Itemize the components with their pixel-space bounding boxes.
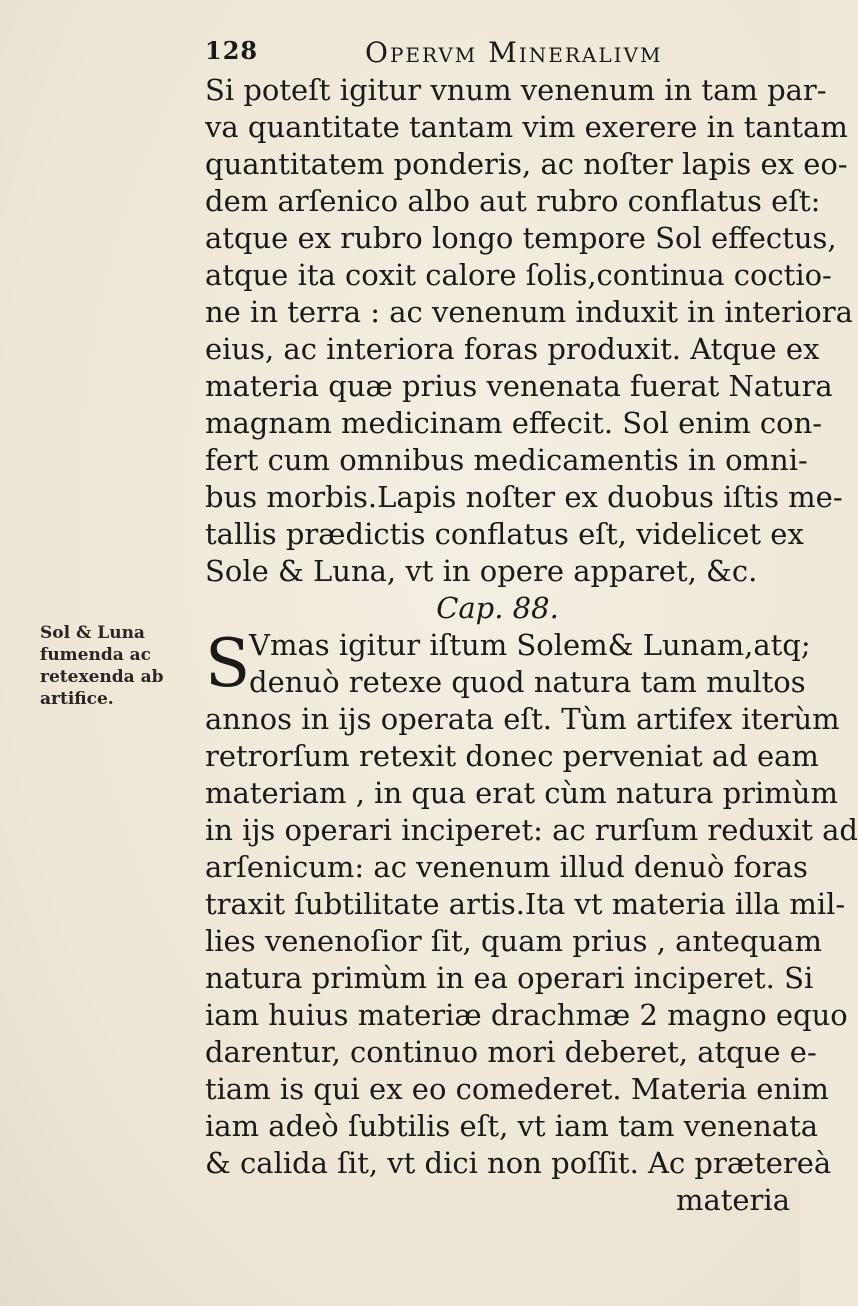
text-line: darentur, continuo mori deberet, atque e- — [205, 1035, 817, 1069]
main-text — [205, 72, 858, 1219]
text-line: natura primùm in ea operari inciperet. Si — [205, 961, 814, 995]
text-line: magnam medicinam effecit. Sol enim con- — [205, 406, 823, 440]
text-line: annos in ijs operata eſt. Tùm artifex iterùm — [205, 702, 840, 736]
text-line: materiam , in qua erat cùm natura primùm — [205, 776, 838, 810]
text-line: Si poteſt igitur vnum venenum in tam par- — [205, 73, 827, 107]
text-line: iam adeò ſubtilis eſt, vt iam tam venenata — [205, 1109, 819, 1143]
text-line: eius, ac interiora foras produxit. Atque ex — [205, 332, 820, 366]
paragraph-2 — [205, 625, 858, 1182]
text-line: Sole & Luna, vt in opere apparet, &c. — [205, 554, 758, 588]
page-number: 128 — [205, 36, 259, 65]
text-line: fert cum omnibus medicamentis in omni- — [205, 443, 808, 477]
text-line: arſenicum: ac venenum illud denuò foras — [205, 850, 808, 884]
text-line: denuò retexe quod natura tam multos — [249, 665, 806, 699]
text-line: atque ita coxit calore ſolis,continua coctio- — [205, 258, 832, 292]
catchword: materia — [675, 1183, 790, 1217]
page-header — [205, 34, 785, 74]
marginal-note-line: fumenda ac — [40, 645, 152, 665]
marginal-note-line: retexenda ab — [40, 667, 164, 687]
text-line: atque ex rubro longo tempore Sol effectus, — [205, 221, 837, 255]
text-line: va quantitate tantam vim exerere in tantam — [205, 110, 848, 144]
marginal-note-line: Sol & Luna — [40, 623, 145, 643]
text-line: & calida ſit, vt dici non poſſit. Ac prætereà — [205, 1146, 832, 1180]
marginal-note — [40, 622, 190, 710]
text-line: materia quæ prius venenata fuerat Natura — [205, 369, 833, 403]
drop-cap-initial: S — [205, 625, 251, 702]
text-line: Vmas igitur iſtum Solem& Lunam,atq; — [249, 628, 811, 662]
text-line: dem arſenico albo aut rubro conflatus eſt: — [205, 184, 821, 218]
running-title: Opervm Mineralivm — [365, 36, 663, 69]
text-line: ne in terra : ac venenum induxit in interiora — [205, 295, 853, 329]
text-line: retrorſum retexit donec perveniat ad eam — [205, 739, 819, 773]
chapter-heading: Cap. 88. — [436, 591, 559, 625]
text-line: tallis prædictis conflatus eſt, videlicet ex — [205, 517, 804, 551]
paragraph-1 — [205, 72, 853, 590]
text-line: in ijs operari inciperet: ac rurſum reduxit ad — [205, 813, 858, 847]
marginal-note-line: artifice. — [40, 689, 114, 709]
text-line: bus morbis.Lapis noſter ex duobus iſtis me- — [205, 480, 843, 514]
text-line: lies venenoſior ſit, quam prius , antequam — [205, 924, 822, 958]
text-line: tiam is qui ex eo comederet. Materia enim — [205, 1072, 829, 1106]
text-line: traxit ſubtilitate artis.Ita vt materia illa mil- — [205, 887, 846, 921]
text-line: quantitatem ponderis, ac noſter lapis ex eo- — [205, 147, 848, 181]
text-line: iam huius materiæ drachmæ 2 magno equo — [205, 998, 848, 1032]
